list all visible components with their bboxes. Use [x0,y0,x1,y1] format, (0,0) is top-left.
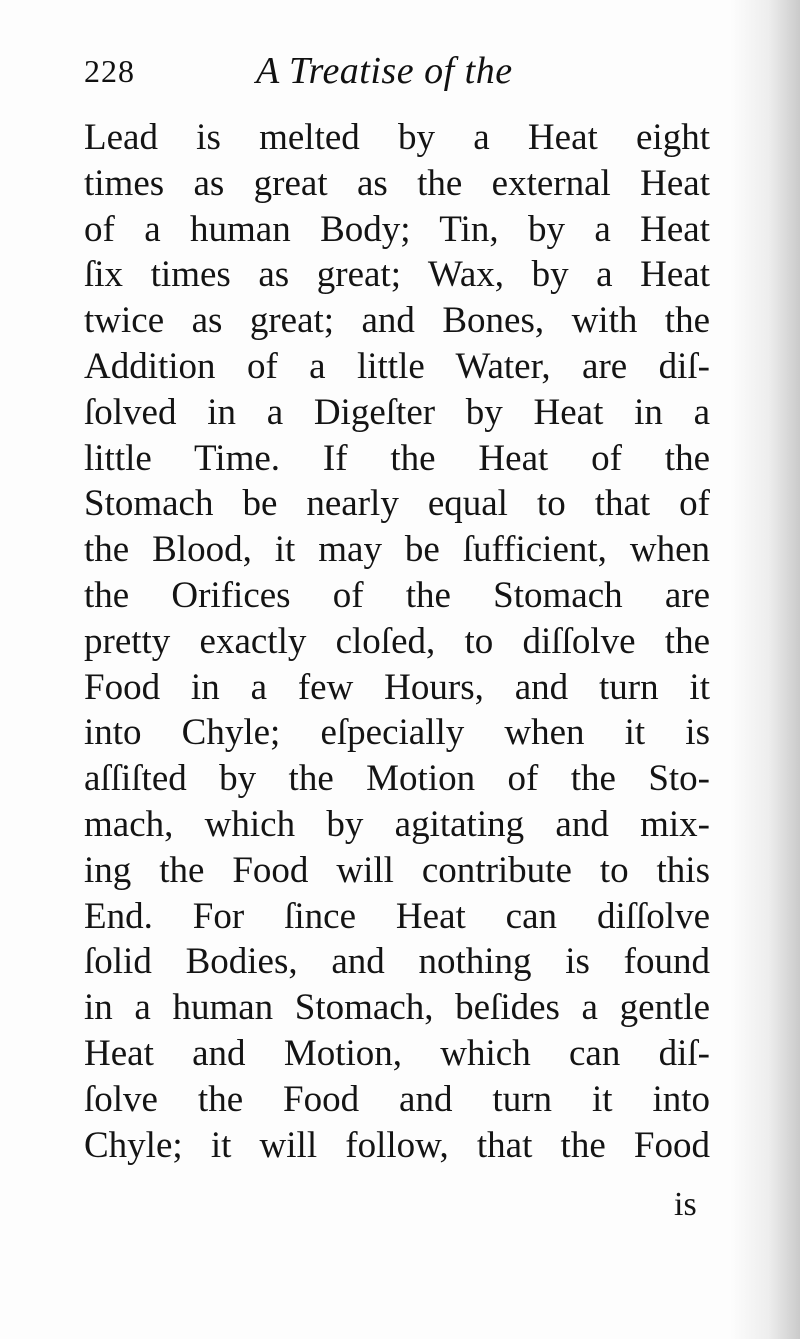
text-line: twice as great; and Bones, with the [84,300,710,342]
text-line: Heat and Motion, which can diſ- [84,1032,710,1074]
page-number: 228 [84,53,135,89]
catchword: is [674,1186,697,1223]
text-line: in a human Stomach, beſides a gentle [84,987,710,1029]
body-text [84,115,710,1168]
text-line: ſolid Bodies, and nothing is found [84,941,710,983]
page-edge-shadow [730,0,800,1339]
running-title: A Treatise of the [256,50,513,92]
text-line: ſolved in a Digeſter by Heat in a [84,391,710,433]
text-line: ing the Food will contribute to this [84,849,710,891]
text-line: Addition of a little Water, are diſ- [84,345,710,387]
text-line: of a human Body; Tin, by a Heat [84,208,710,250]
text-line: ſix times as great; Wax, by a Heat [84,254,710,296]
text-line: into Chyle; eſpecially when it is [84,712,710,754]
text-line: times as great as the external Heat [84,162,710,204]
text-line: Stomach be nearly equal to that of [84,483,710,525]
text-line: mach, which by agitating and mix- [84,803,710,845]
text-line: End. For ſince Heat can diſſolve [84,895,710,937]
text-line: aſſiſted by the Motion of the Sto- [84,758,710,800]
text-line: little Time. If the Heat of the [84,437,710,479]
text-line: Lead is melted by a Heat eight [84,117,710,158]
text-line: Food in a few Hours, and turn it [84,666,710,708]
text-line: Chyle; it will follow, that the Food [84,1124,710,1166]
text-line: the Blood, it may be ſufficient, when [84,529,710,571]
text-line: pretty exactly cloſed, to diſſolve the [84,620,710,662]
text-line: ſolve the Food and turn it into [84,1078,710,1120]
running-head [84,46,704,96]
text-line: the Orifices of the Stomach are [84,574,710,616]
